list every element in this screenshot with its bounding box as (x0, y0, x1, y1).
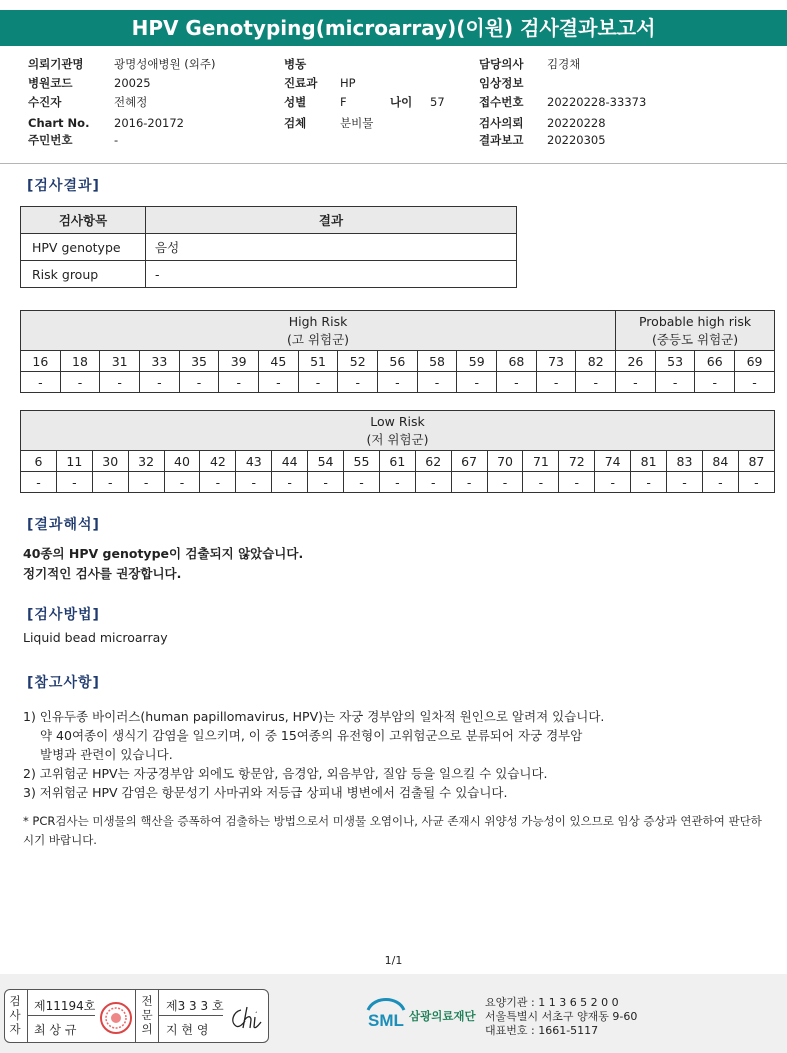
info-value: 20220305 (547, 133, 606, 147)
genotype-cell: 84 (702, 451, 738, 472)
genotype-result-cell: - (655, 372, 695, 393)
genotype-result-cell: - (451, 472, 487, 493)
divider (0, 163, 787, 164)
genotype-result-cell: - (735, 372, 775, 393)
genotype-row (21, 351, 775, 372)
genotype-result-cell: - (60, 372, 100, 393)
genotype-result-cell: - (616, 372, 656, 393)
info-label: 접수번호 (479, 95, 524, 109)
note-item: 1) 인유두종 바이러스(human papillomavirus, HPV)는 자궁 경부암의 일차적 원인으로 알려져 있습니다. (23, 709, 605, 724)
footnote: * PCR검사는 미생물의 핵산을 증폭하여 검출하는 방법으로서 미생물 오염이나, 사균 존재시 위양성 가능성이 있으므로 임상 증상과 연관하여 판단하시기 바랍니다. (23, 814, 762, 847)
result-value: 음성 (146, 234, 517, 261)
genotype-result-cell: - (308, 472, 344, 493)
page-number: 1/1 (384, 954, 403, 967)
handwritten-signature (227, 1004, 265, 1035)
info-value: 김경채 (547, 57, 581, 71)
info-value: 57 (430, 95, 445, 109)
genotype-result-row (21, 372, 775, 393)
info-value: 분비물 (340, 116, 374, 130)
genotype-result-cell: - (497, 372, 537, 393)
patient-info (0, 55, 787, 155)
org-info (485, 996, 637, 1038)
genotype-cell: 18 (60, 351, 100, 372)
info-label: 병동 (284, 57, 307, 71)
high-risk-label: High Risk (288, 313, 348, 329)
probable-risk-label: Probable high risk (638, 313, 752, 329)
genotype-cell: 72 (559, 451, 595, 472)
genotype-result-row (21, 472, 775, 493)
note-item: 2) 고위험군 HPV는 자궁경부암 외에도 항문암, 음경암, 외음부암, 질암 등을 일으킬 수 있습니다. (23, 766, 548, 781)
genotype-cell: 83 (667, 451, 703, 472)
genotype-cell: 73 (536, 351, 576, 372)
genotype-cell: 32 (128, 451, 164, 472)
table-row (21, 234, 517, 261)
genotype-cell: 35 (179, 351, 219, 372)
genotype-cell: 66 (695, 351, 735, 372)
info-value: HP (340, 76, 356, 90)
result-value: - (146, 261, 517, 288)
genotype-cell: 67 (451, 451, 487, 472)
info-value: 20220228-33373 (547, 95, 647, 109)
genotype-cell: 42 (200, 451, 236, 472)
signer-right-license: 제3 3 3 호 (166, 999, 224, 1013)
genotype-cell: 39 (219, 351, 259, 372)
genotype-cell: 70 (487, 451, 523, 472)
info-label: 성별 (284, 95, 307, 109)
genotype-result-cell: - (695, 372, 735, 393)
genotype-result-cell: - (164, 472, 200, 493)
divider (135, 990, 136, 1042)
low-risk-header (21, 411, 775, 451)
genotype-result-cell: - (702, 472, 738, 493)
signer-left-license: 제11194호 (34, 999, 96, 1013)
genotype-result-cell: - (56, 472, 92, 493)
info-label: 병원코드 (28, 76, 73, 90)
info-label: 주민번호 (28, 133, 73, 147)
low-risk-sublabel: (저 위험군) (366, 431, 429, 447)
info-value: 20220228 (547, 116, 606, 130)
genotype-result-cell: - (667, 472, 703, 493)
genotype-result-cell: - (559, 472, 595, 493)
info-value: 전혜정 (114, 95, 148, 109)
genotype-cell: 40 (164, 451, 200, 472)
signer-right-name: 지 현 영 (166, 1023, 209, 1037)
divider (158, 990, 159, 1042)
info-label: 결과보고 (479, 133, 524, 147)
divider (27, 1015, 95, 1016)
signer-left-name: 최 상 규 (34, 1023, 77, 1037)
genotype-result-cell: - (272, 472, 308, 493)
genotype-result-cell: - (576, 372, 616, 393)
genotype-cell: 51 (298, 351, 338, 372)
genotype-cell: 44 (272, 451, 308, 472)
genotype-result-cell: - (344, 472, 380, 493)
genotype-result-cell: - (523, 472, 559, 493)
genotype-cell: 53 (655, 351, 695, 372)
genotype-cell: 71 (523, 451, 559, 472)
note-item: 발병과 관련이 있습니다. (40, 747, 173, 762)
genotype-result-cell: - (738, 472, 774, 493)
section-title-notes: [참고사항] (27, 675, 100, 691)
genotype-result-cell: - (92, 472, 128, 493)
high-risk-sublabel: (고 위험군) (287, 331, 350, 347)
org-name: 삼광의료재단 (409, 1009, 476, 1023)
genotype-result-cell: - (415, 472, 451, 493)
genotype-row (21, 451, 775, 472)
genotype-cell: 81 (631, 451, 667, 472)
interpretation-text (23, 544, 303, 584)
info-label: 담당의사 (479, 57, 524, 71)
genotype-result-cell: - (378, 372, 418, 393)
genotype-result-cell: - (379, 472, 415, 493)
probable-risk-header (616, 311, 775, 351)
genotype-cell: 61 (379, 451, 415, 472)
genotype-result-cell: - (259, 372, 299, 393)
genotype-cell: 33 (140, 351, 180, 372)
divider (158, 1015, 223, 1016)
genotype-result-cell: - (298, 372, 338, 393)
result-header-item: 검사항목 (21, 207, 146, 234)
result-table (20, 206, 517, 288)
info-label: 수진자 (28, 95, 62, 109)
note-item: 3) 저위험군 HPV 감염은 항문성기 사마귀와 저등급 상피내 병변에서 검출될 수 있습니다. (23, 785, 508, 800)
probable-risk-sublabel: (중등도 위험군) (651, 331, 739, 347)
genotype-cell: 30 (92, 451, 128, 472)
genotype-result-cell: - (457, 372, 497, 393)
result-header-result: 결과 (146, 207, 517, 234)
low-risk-table (20, 410, 775, 493)
info-label: 임상정보 (479, 76, 524, 90)
genotype-result-cell: - (631, 472, 667, 493)
genotype-result-cell: - (595, 472, 631, 493)
high-risk-table (20, 310, 775, 393)
genotype-cell: 82 (576, 351, 616, 372)
genotype-cell: 69 (735, 351, 775, 372)
genotype-result-cell: - (100, 372, 140, 393)
genotype-cell: 58 (417, 351, 457, 372)
genotype-result-cell: - (21, 372, 61, 393)
genotype-result-cell: - (21, 472, 57, 493)
genotype-cell: 55 (344, 451, 380, 472)
genotype-result-cell: - (219, 372, 259, 393)
genotype-cell: 16 (21, 351, 61, 372)
genotype-result-cell: - (236, 472, 272, 493)
info-label: 검체 (284, 116, 307, 130)
method-text: Liquid bead microarray (23, 630, 168, 645)
info-label: 나이 (390, 95, 413, 109)
info-label: 검사의뢰 (479, 116, 524, 130)
section-title-method: [검사방법] (27, 607, 100, 623)
interpretation-line: 정기적인 검사를 권장합니다. (23, 566, 182, 581)
genotype-cell: 59 (457, 351, 497, 372)
sml-logo-icon (364, 994, 408, 1039)
info-value: - (114, 133, 119, 147)
note-item: 약 40여종이 생식기 감염을 일으키며, 이 중 15여종의 유전형이 고위험군으로 분류되어 자궁 경부암 (40, 728, 583, 743)
report-title: HPV Genotyping(microarray)(이원) 검사결과보고서 (0, 10, 787, 46)
org-code: 요양기관 : 1 1 3 6 5 2 0 0 (485, 996, 619, 1009)
genotype-cell: 11 (56, 451, 92, 472)
info-value: 광명성애병원 (외주) (114, 57, 216, 71)
signer-right-label: 전 문 의 (141, 994, 153, 1036)
genotype-cell: 26 (616, 351, 656, 372)
logo-text: SML (368, 1011, 404, 1030)
result-item: Risk group (21, 261, 146, 288)
notes-list (23, 707, 604, 802)
info-label: 의뢰기관명 (28, 57, 84, 71)
genotype-result-cell: - (200, 472, 236, 493)
section-title-interpretation: [결과해석] (27, 517, 100, 533)
genotype-result-cell: - (140, 372, 180, 393)
info-value: 2016-20172 (114, 116, 184, 130)
divider (27, 990, 28, 1042)
genotype-result-cell: - (179, 372, 219, 393)
genotype-cell: 6 (21, 451, 57, 472)
low-risk-label: Low Risk (370, 413, 425, 429)
info-value: 20025 (114, 76, 151, 90)
genotype-cell: 45 (259, 351, 299, 372)
org-address: 서울특별시 서초구 양재동 9-60 (485, 1010, 638, 1023)
info-value: F (340, 95, 347, 109)
info-label: 진료과 (284, 76, 318, 90)
interpretation-line: 40종의 HPV genotype이 검출되지 않았습니다. (23, 546, 304, 561)
genotype-cell: 43 (236, 451, 272, 472)
genotype-cell: 56 (378, 351, 418, 372)
table-row (21, 261, 517, 288)
genotype-result-cell: - (536, 372, 576, 393)
genotype-cell: 87 (738, 451, 774, 472)
high-risk-header (21, 311, 616, 351)
result-item: HPV genotype (21, 234, 146, 261)
info-label: Chart No. (28, 116, 90, 130)
genotype-result-cell: - (128, 472, 164, 493)
genotype-cell: 54 (308, 451, 344, 472)
genotype-cell: 62 (415, 451, 451, 472)
genotype-cell: 68 (497, 351, 537, 372)
genotype-result-cell: - (417, 372, 457, 393)
genotype-cell: 31 (100, 351, 140, 372)
genotype-cell: 74 (595, 451, 631, 472)
signature-box (4, 989, 269, 1043)
section-title-result: [검사결과] (27, 178, 100, 194)
genotype-result-cell: - (338, 372, 378, 393)
org-phone: 대표번호 : 1661-5117 (485, 1024, 599, 1037)
signer-left-label: 검 사 자 (9, 994, 21, 1036)
genotype-cell: 52 (338, 351, 378, 372)
genotype-result-cell: - (487, 472, 523, 493)
seal-stamp (99, 1001, 133, 1038)
